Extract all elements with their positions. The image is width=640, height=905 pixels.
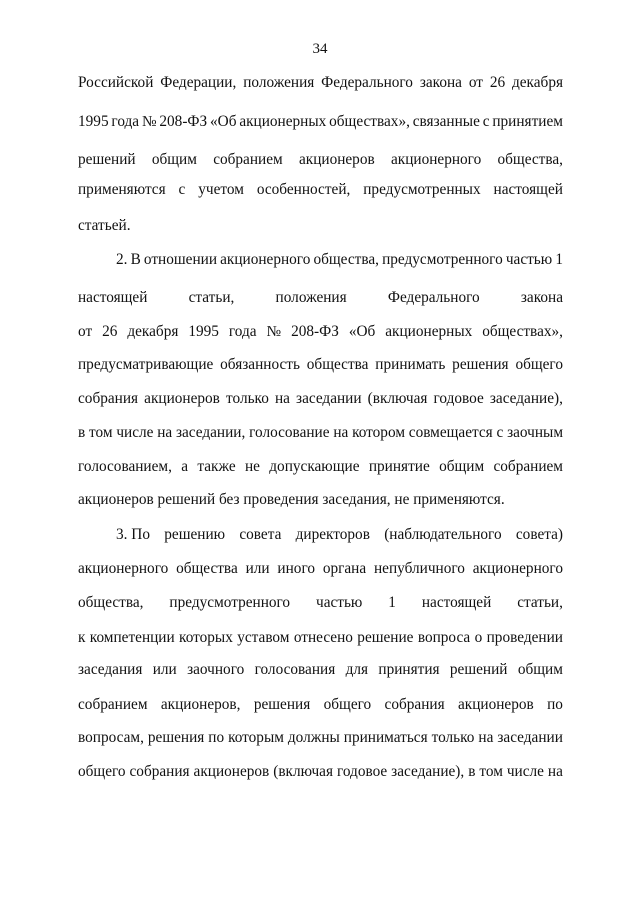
text-word: (включая	[367, 390, 428, 407]
text-word: на	[274, 390, 290, 407]
text-word: с	[496, 424, 504, 441]
text-line	[78, 628, 563, 648]
text-word: «Об	[348, 323, 376, 340]
text-word: общим	[439, 458, 485, 475]
text-word: Федерального	[387, 289, 480, 306]
text-word: принимать	[375, 356, 446, 373]
text-word: акционеров	[193, 763, 270, 780]
text-word: года	[111, 113, 140, 130]
text-word: частью	[505, 251, 553, 268]
text-word: статьи,	[188, 289, 235, 306]
text-line	[78, 355, 563, 375]
text-word: также	[197, 458, 236, 475]
text-word: обществах»,	[482, 323, 563, 340]
text-word: годовое	[336, 763, 388, 780]
text-word: с	[178, 181, 186, 198]
text-word: (наблюдательного	[384, 526, 502, 543]
text-word: решение	[357, 629, 414, 646]
text-word: настоящей	[78, 289, 148, 306]
text-word: акционеров решений без проведения заседания, не применяются.	[78, 491, 505, 508]
text-word: приниматься	[343, 729, 428, 746]
text-word: собрания	[78, 390, 139, 407]
text-word: решений	[449, 661, 508, 678]
text-line	[78, 150, 563, 170]
text-word: голосованием,	[78, 458, 172, 475]
text-word: 26	[102, 323, 118, 340]
text-line	[78, 457, 563, 477]
text-word: совета)	[515, 526, 563, 543]
text-word: 1	[555, 251, 563, 268]
text-word: декабря	[127, 323, 179, 340]
text-word: по	[547, 696, 563, 713]
text-word: с	[482, 113, 490, 130]
text-word: закона	[520, 289, 563, 306]
text-word: собранием	[493, 458, 563, 475]
text-word: 26	[489, 74, 506, 91]
text-word: только	[431, 729, 475, 746]
text-word: заседание),	[489, 390, 563, 407]
text-word: вопроса	[417, 629, 471, 646]
text-word: принятие	[368, 458, 430, 475]
text-word: допускающие	[269, 458, 360, 475]
text-word: Федерации,	[160, 74, 237, 91]
text-word: акционерного	[390, 151, 482, 168]
text-word: к	[78, 629, 86, 646]
text-word: «Об	[210, 113, 237, 130]
text-word: принятием	[492, 113, 563, 130]
text-word: акционеров,	[160, 696, 241, 713]
text-word: заседание),	[391, 763, 465, 780]
text-line	[78, 423, 563, 443]
text-line	[78, 216, 563, 236]
text-word: общества	[176, 560, 238, 577]
text-word: 2.	[116, 251, 128, 268]
text-word: компетенции	[89, 629, 175, 646]
text-word: решений	[78, 151, 136, 168]
text-line	[78, 112, 563, 132]
text-word: иного	[277, 560, 315, 577]
text-word: или	[245, 560, 270, 577]
text-word: принятия	[378, 661, 440, 678]
text-word: акционерного	[78, 560, 169, 577]
text-word: вопросам,	[78, 729, 144, 746]
text-line	[78, 728, 563, 748]
text-line	[116, 525, 563, 545]
text-word: положения	[275, 289, 347, 306]
text-word: настоящей	[421, 594, 492, 611]
text-word: акционерного	[472, 560, 563, 577]
text-word: заседании,	[175, 424, 246, 441]
text-line	[78, 288, 563, 308]
text-word: заочным	[507, 424, 563, 441]
text-word: непубличного	[373, 560, 465, 577]
text-word: том	[479, 763, 503, 780]
text-word: акционеров	[458, 696, 534, 713]
text-word: №	[141, 113, 157, 130]
text-word: отношении	[143, 251, 217, 268]
text-word: проведении	[486, 629, 563, 646]
text-line	[78, 73, 563, 93]
text-word: общего	[323, 696, 372, 713]
text-word: Федерального	[321, 74, 413, 91]
text-word: решения	[253, 696, 311, 713]
text-word: предусмотренного	[382, 251, 503, 268]
text-word: общества,	[78, 594, 144, 611]
text-line	[78, 559, 563, 579]
text-word: настоящей	[493, 181, 563, 198]
text-word: котором	[352, 424, 405, 441]
text-word: отнесено	[293, 629, 353, 646]
text-word: решения	[147, 729, 205, 746]
text-line	[78, 389, 563, 409]
text-word: числе	[116, 424, 154, 441]
text-word: обществах»,	[329, 113, 410, 130]
text-word: органа	[322, 560, 367, 577]
text-word: по	[208, 729, 225, 746]
text-line	[78, 490, 563, 510]
text-word: в	[78, 424, 86, 441]
text-word: в	[468, 763, 476, 780]
text-line	[116, 250, 563, 270]
text-word: только	[226, 390, 269, 407]
text-word: №	[266, 323, 282, 340]
text-word: годовое	[433, 390, 484, 407]
text-word: В	[130, 251, 141, 268]
text-word: а	[181, 458, 189, 475]
text-word: заседании	[296, 390, 362, 407]
text-word: на	[157, 424, 173, 441]
text-word: которых	[179, 629, 233, 646]
text-word: 208-ФЗ	[159, 113, 208, 130]
text-word: 208-ФЗ	[291, 323, 339, 340]
text-word: общим	[517, 661, 563, 678]
text-word: должны	[287, 729, 340, 746]
text-word: акционеров	[144, 390, 220, 407]
text-word: общего	[515, 356, 563, 373]
text-word: статьи,	[517, 594, 563, 611]
page-number: 34	[312, 41, 328, 57]
text-word: для	[345, 661, 369, 678]
text-word: акционеров	[298, 151, 375, 168]
text-word: заседании	[497, 729, 563, 746]
text-word: заочного	[187, 661, 245, 678]
text-word: собранием	[213, 151, 283, 168]
text-word: собрания	[129, 763, 190, 780]
text-word: том	[89, 424, 113, 441]
text-word: закона	[419, 74, 462, 91]
text-word: общества,	[313, 251, 379, 268]
text-word: особенностей,	[256, 181, 351, 198]
text-word: обязанность	[220, 356, 300, 373]
text-word: которым	[228, 729, 284, 746]
text-word: Российской	[78, 74, 154, 91]
text-line	[78, 180, 563, 200]
text-word: совмещается	[408, 424, 493, 441]
text-word: статьей.	[78, 217, 131, 234]
text-word: собрания	[384, 696, 445, 713]
text-word: заседания	[78, 661, 143, 678]
text-word: частью	[316, 594, 363, 611]
text-word: на	[333, 424, 349, 441]
text-word: акционерных	[239, 113, 327, 130]
text-word: акционерного	[220, 251, 311, 268]
text-word: решению	[164, 526, 226, 543]
text-word: учетом	[198, 181, 244, 198]
text-line	[78, 695, 563, 715]
text-word: предусмотренных	[363, 181, 481, 198]
text-word: директоров	[295, 526, 370, 543]
text-word: числе	[506, 763, 544, 780]
text-word: акционерных	[385, 323, 473, 340]
text-word: или	[152, 661, 177, 678]
text-word: на	[547, 763, 563, 780]
text-word: голосования	[254, 661, 336, 678]
text-word: о	[474, 629, 483, 646]
text-word: от	[468, 74, 483, 91]
text-word: общества,	[497, 151, 563, 168]
text-word: применяются	[78, 181, 166, 198]
text-word: на	[478, 729, 494, 746]
text-word: собранием	[78, 696, 148, 713]
text-word: (включая	[273, 763, 333, 780]
text-line	[78, 762, 563, 782]
text-word: 1995	[188, 323, 219, 340]
text-word: предусмотренного	[169, 594, 291, 611]
text-line	[78, 660, 563, 680]
text-word: совета	[239, 526, 282, 543]
text-word: голосование	[249, 424, 330, 441]
text-word: общества	[306, 356, 369, 373]
text-word: общего	[78, 763, 126, 780]
text-word: общим	[151, 151, 197, 168]
text-word: уставом	[237, 629, 290, 646]
text-word: предусматривающие	[78, 356, 214, 373]
text-word: 1	[388, 594, 396, 611]
text-line	[78, 593, 563, 613]
text-word: решения	[452, 356, 509, 373]
text-word: не	[244, 458, 260, 475]
text-word: 3. По	[116, 526, 150, 543]
text-word: декабря	[511, 74, 563, 91]
text-word: года	[228, 323, 257, 340]
text-word: связанные	[412, 113, 480, 130]
text-word: 1995	[78, 113, 109, 130]
text-word: от	[78, 323, 93, 340]
text-word: положения	[243, 74, 315, 91]
text-line	[78, 322, 563, 342]
